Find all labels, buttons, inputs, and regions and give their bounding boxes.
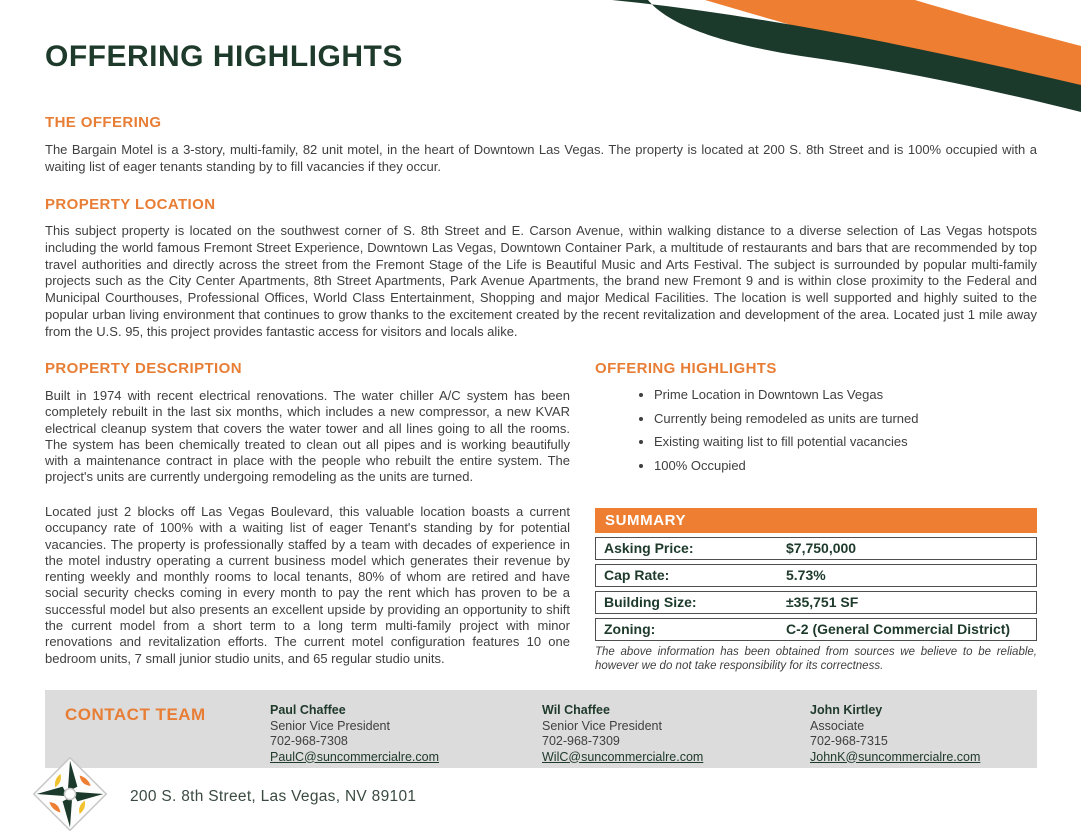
- summary-row-zoning: [595, 618, 1037, 641]
- summary-row-asking-price: [595, 537, 1037, 560]
- contact-phone: 702-968-7315: [810, 734, 888, 748]
- contact-team-heading: CONTACT TEAM: [65, 705, 206, 724]
- contact-email-link[interactable]: PaulC@suncommercialre.com: [270, 749, 439, 764]
- contact-title: Senior Vice President: [542, 718, 662, 733]
- contact-email-link[interactable]: JohnK@suncommercialre.com: [810, 749, 981, 764]
- contact-card-wil-chaffee: [542, 703, 782, 765]
- section-heading-offering-highlights: OFFERING HIGHLIGHTS: [595, 360, 777, 377]
- highlight-item: • Existing waiting list to fill potential vacancies: [654, 434, 1040, 450]
- contact-name: John Kirtley: [810, 703, 883, 717]
- section-heading-property-description: PROPERTY DESCRIPTION: [45, 360, 242, 377]
- contact-phone: 702-968-7308: [270, 734, 348, 748]
- section-heading-property-location: PROPERTY LOCATION: [45, 196, 216, 213]
- summary-label: Asking Price:: [604, 540, 694, 556]
- summary-value: 5.73%: [786, 567, 826, 583]
- summary-label: Cap Rate:: [604, 567, 670, 583]
- summary-value: $7,750,000: [786, 540, 857, 556]
- highlight-item: • Currently being remodeled as units are turned: [654, 411, 1040, 427]
- summary-value: C-2 (General Commercial District): [786, 621, 1011, 637]
- contact-title: Associate: [810, 718, 865, 733]
- summary-table: [595, 508, 1037, 673]
- summary-value: ±35,751 SF: [786, 594, 859, 610]
- contact-phone: 702-968-7309: [542, 734, 620, 748]
- highlight-item: • Prime Location in Downtown Las Vegas: [654, 387, 1040, 403]
- highlight-item: • 100% Occupied: [654, 458, 1040, 474]
- contact-name: Wil Chaffee: [542, 703, 610, 717]
- summary-disclaimer: The above information has been obtained from sources we believe to be reliable, however we do not take responsibility for its correctness.: [595, 646, 1037, 672]
- section-heading-the-offering: THE OFFERING: [45, 114, 162, 131]
- summary-row-building-size: [595, 591, 1037, 614]
- property-location-paragraph: This subject property is located on the southwest corner of S. 8th Street and E. Carson Avenue, within walking distance to a diverse selection of Las Vegas hotspots including the world famous Fremont Street Experience, Downtown Las Vegas, Downtown Container Park, a multitude of restaurants and bars that are recommended by top travel authorities and directly across the street from the Fremont Stage of the Life is Beautiful Music and Arts Festival. The subject is surrounded by popular multi-family projects such as the City Center Apartments, 8th Street Apartments, Park Avenue Apartments, the brand new Fremont 9 and is within close proximity to the Federal and Municipal Courthouses, Professional Offices, World Class Entertainment, Shopping and major Medical Facilities. The location is well supported and highly suited to the popular urban living environment that continues to grow thanks to the excitement created by the recent revitalization and development of the area. Located just 1 mile away from the U.S. 95, this project provides fantastic access for visitors and locals alike.: [45, 223, 1037, 339]
- property-description-paragraph-1: Built in 1974 with recent electrical renovations. The water chiller A/C system has been completely rebuilt in the last six months, which includes a new compressor, a new KVAR electrical cleanup system that covers the water tower and all lines going to all the rooms. The system has been chemically treated to clean out all pipes and is working beautifully with a maintenance contract in place with the people who rebuilt the entire system. The project's units are currently undergoing remodeling as the units are turned.: [45, 388, 570, 485]
- the-offering-paragraph: The Bargain Motel is a 3-story, multi-family, 82 unit motel, in the heart of Downtown Las Vegas. The property is located at 200 S. 8th Street and is 100% occupied with a waiting list of eager tenants standing by to fill vacancies if they occur.: [45, 142, 1037, 174]
- summary-row-cap-rate: [595, 564, 1037, 587]
- brand-swoosh-decoration: [611, 0, 1081, 130]
- company-logo-icon: [33, 757, 107, 831]
- contact-card-john-kirtley: [810, 703, 1050, 765]
- property-description-paragraph-2: Located just 2 blocks off Las Vegas Boulevard, this valuable location boasts a current occupancy rate of 100% with a waiting list of eager Tenant's standing by for potential vacancies. The property is professionally staffed by a team with decades of experience in the motel industry operating a current business model which generates their revenue by renting weekly and monthly rooms to local tenants, 80% of whom are retired and have social security checks coming in every month to pay the rent which has proven to be a successful model but also presents an excellent upside by providing an opportunity to shift the current model from a short term to a long term multi-family project with minor renovations and revitalization efforts. The current motel configuration features 10 one bedroom units, 7 small junior studio units, and 65 regular studio units.: [45, 504, 570, 666]
- page-title: OFFERING HIGHLIGHTS: [45, 40, 403, 73]
- contact-email-link[interactable]: WilC@suncommercialre.com: [542, 749, 704, 764]
- summary-table-header: SUMMARY: [595, 508, 1037, 533]
- summary-label: Building Size:: [604, 594, 697, 610]
- summary-label: Zoning:: [604, 621, 656, 637]
- contact-team-bar: [45, 690, 1037, 768]
- contact-title: Senior Vice President: [270, 718, 390, 733]
- contact-name: Paul Chaffee: [270, 703, 346, 717]
- contact-card-paul-chaffee: [270, 703, 510, 765]
- offering-highlights-list: [640, 387, 1040, 481]
- footer-address: 200 S. 8th Street, Las Vegas, NV 89101: [130, 788, 417, 805]
